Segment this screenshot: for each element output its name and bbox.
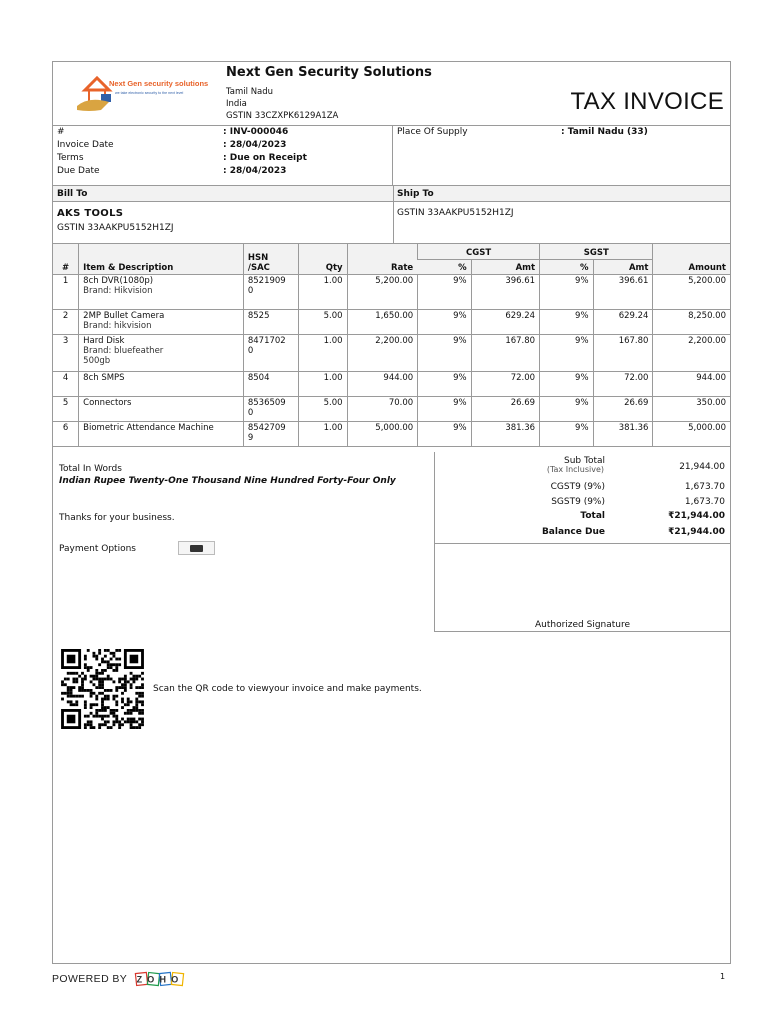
row-item-name: Hard Disk (83, 335, 125, 346)
signature-box (434, 544, 730, 632)
row-item-desc: Brand: hikvision (83, 320, 152, 331)
row-hsn-line-2: 9 (247, 432, 254, 443)
balance-due-value: ₹21,944.00 (668, 527, 725, 537)
place-of-supply-value: : Tamil Nadu (33) (561, 127, 648, 137)
row-hsn (243, 334, 299, 371)
logo-text: Next Gen security solutions (109, 79, 209, 88)
cgst-row (435, 482, 731, 495)
row-hsn-line-1: 8542709 (247, 422, 286, 433)
col-cgst-pct-header: % (418, 259, 471, 274)
row-cgst-pct: 9% (418, 309, 471, 334)
row-no: 6 (53, 421, 79, 446)
zoho-logo-text: ZOHO (136, 974, 184, 985)
col-sgst-pct-header: % (540, 259, 593, 274)
invoice-meta (53, 126, 730, 186)
row-item: Biometric Attendance Machine (79, 421, 244, 446)
row-sgst-pct: 9% (540, 396, 593, 421)
row-item-desc: Brand: bluefeather (83, 345, 164, 356)
row-amount: 5,200.00 (653, 274, 730, 309)
meta-number-label: # (57, 127, 65, 137)
col-cgst-header: CGST (418, 244, 540, 259)
sgst-row (435, 497, 731, 510)
row-no: 3 (53, 334, 79, 371)
row-cgst-amt: 629.24 (471, 309, 539, 334)
row-item-desc: Brand: Hikvision (83, 285, 153, 296)
table-header-row-1 (53, 244, 730, 259)
table-row (53, 396, 730, 421)
row-cgst-amt: 396.61 (471, 274, 539, 309)
meta-invoice-date-value: : 28/04/2023 (223, 140, 287, 150)
row-qty: 1.00 (299, 371, 347, 396)
row-sgst-pct: 9% (540, 421, 593, 446)
meta-left (53, 126, 393, 186)
row-item: 8ch SMPS (79, 371, 244, 396)
ship-to-label: Ship To (397, 189, 434, 199)
bill-to-name: AKS TOOLS (57, 208, 124, 219)
summary-section (53, 452, 730, 632)
row-amount: 8,250.00 (653, 309, 730, 334)
row-amount: 5,000.00 (653, 421, 730, 446)
row-sgst-amt: 396.61 (593, 274, 653, 309)
row-cgst-pct: 9% (418, 334, 471, 371)
balance-due-row (435, 527, 731, 540)
company-gstin: GSTIN 33CZXPK6129A1ZA (226, 111, 339, 121)
total-in-words-value: Indian Rupee Twenty-One Thousand Nine Hundred Forty-Four Only (59, 476, 396, 486)
row-qty: 5.00 (299, 396, 347, 421)
table-row (53, 421, 730, 446)
row-item (79, 274, 244, 309)
row-item-name: 2MP Bullet Camera (83, 310, 165, 321)
subtotal-value: 21,944.00 (679, 462, 725, 472)
col-amount-header: Amount (653, 244, 730, 274)
meta-due-date-value: : 28/04/2023 (223, 166, 287, 176)
cgst-value: 1,673.70 (684, 482, 725, 492)
card-chip-icon (190, 545, 203, 552)
row-sgst-amt: 381.36 (593, 421, 653, 446)
row-cgst-pct: 9% (418, 371, 471, 396)
company-state: Tamil Nadu (226, 87, 274, 97)
row-hsn-line-2: 0 (247, 407, 254, 418)
row-sgst-amt: 72.00 (593, 371, 653, 396)
payment-qr-code[interactable] (61, 649, 144, 729)
page-number: 1 (720, 972, 726, 981)
table-row (53, 334, 730, 371)
table-row (53, 274, 730, 309)
col-sgst-amt-header: Amt (593, 259, 653, 274)
cgst-label: CGST9 (9%) (550, 482, 605, 492)
row-sgst-amt: 167.80 (593, 334, 653, 371)
row-cgst-pct: 9% (418, 421, 471, 446)
row-item (79, 334, 244, 371)
invoice-frame (52, 61, 731, 964)
meta-due-date-row (57, 166, 387, 179)
row-item-desc-2: 500gb (83, 355, 111, 366)
row-qty: 5.00 (299, 309, 347, 334)
row-hsn-line-2: 0 (247, 345, 254, 356)
row-hsn-line-1: 8521909 (247, 275, 286, 286)
logo-tagline: we take electronic security to the next level (115, 91, 184, 95)
row-rate: 70.00 (347, 396, 418, 421)
col-item-header: Item & Description (79, 244, 244, 274)
meta-terms-value: : Due on Receipt (223, 153, 307, 163)
total-in-words-label: Total In Words (59, 464, 122, 474)
zoho-logo (136, 972, 184, 986)
row-rate: 5,000.00 (347, 421, 418, 446)
row-qty: 1.00 (299, 334, 347, 371)
meta-invoice-date-row (57, 140, 387, 153)
powered-by-label: POWERED BY (52, 973, 128, 985)
row-cgst-amt: 167.80 (471, 334, 539, 371)
bill-to-label: Bill To (57, 189, 88, 199)
row-hsn (243, 396, 299, 421)
row-cgst-amt: 72.00 (471, 371, 539, 396)
row-hsn: 8525 (243, 309, 299, 334)
invoice-header (53, 62, 730, 126)
row-item: Connectors (79, 396, 244, 421)
row-cgst-pct: 9% (418, 274, 471, 309)
row-rate: 2,200.00 (347, 334, 418, 371)
total-label: Total (580, 511, 605, 521)
meta-number-row (57, 127, 387, 140)
col-qty-header: Qty (299, 244, 347, 274)
row-hsn: 8504 (243, 371, 299, 396)
row-item (79, 309, 244, 334)
row-hsn-line-1: 8471702 (247, 335, 286, 346)
company-name: Next Gen Security Solutions (226, 65, 432, 80)
balance-due-label: Balance Due (541, 527, 605, 537)
row-amount: 944.00 (653, 371, 730, 396)
row-cgst-amt: 381.36 (471, 421, 539, 446)
col-hsn-header-line-2: /SAC (247, 262, 270, 273)
table-row (53, 371, 730, 396)
qr-instruction: Scan the QR code to viewyour invoice and make payments. (153, 684, 422, 694)
col-sgst-header: SGST (540, 244, 653, 259)
total-row (435, 511, 731, 524)
col-cgst-amt-header: Amt (471, 259, 539, 274)
items-table (53, 244, 730, 447)
row-hsn-line-1: 8536509 (247, 397, 286, 408)
row-sgst-amt: 629.24 (593, 309, 653, 334)
row-rate: 944.00 (347, 371, 418, 396)
bill-ship-divider (393, 186, 394, 244)
row-hsn (243, 421, 299, 446)
row-no: 1 (53, 274, 79, 309)
bill-to-gstin: GSTIN 33AAKPU5152H1ZJ (57, 223, 174, 233)
ship-to-gstin: GSTIN 33AAKPU5152H1ZJ (397, 208, 514, 218)
meta-number-value: : INV-000046 (223, 127, 289, 137)
col-rate-header: Rate (347, 244, 418, 274)
row-no: 5 (53, 396, 79, 421)
row-sgst-pct: 9% (540, 274, 593, 309)
payment-options-label: Payment Options (59, 544, 136, 554)
col-hsn-header (243, 244, 299, 274)
row-sgst-pct: 9% (540, 309, 593, 334)
company-country: India (226, 99, 247, 109)
bill-ship-header (53, 186, 730, 202)
row-rate: 1,650.00 (347, 309, 418, 334)
row-amount: 350.00 (653, 396, 730, 421)
row-sgst-pct: 9% (540, 334, 593, 371)
meta-due-date-label: Due Date (57, 166, 100, 176)
row-rate: 5,200.00 (347, 274, 418, 309)
meta-invoice-date-label: Invoice Date (57, 140, 114, 150)
col-hsn-header-line-1: HSN (247, 252, 269, 263)
thanks-note: Thanks for your business. (59, 513, 175, 523)
row-cgst-pct: 9% (418, 396, 471, 421)
place-of-supply-label: Place Of Supply (397, 127, 468, 137)
row-amount: 2,200.00 (653, 334, 730, 371)
meta-terms-label: Terms (57, 153, 84, 163)
row-qty: 1.00 (299, 274, 347, 309)
meta-terms-row (57, 153, 387, 166)
row-qty: 1.00 (299, 421, 347, 446)
row-no: 2 (53, 309, 79, 334)
total-value: ₹21,944.00 (668, 511, 725, 521)
totals-box (434, 452, 730, 544)
subtotal-note: (Tax Inclusive) (546, 465, 604, 474)
table-row (53, 309, 730, 334)
bill-ship-section (53, 186, 730, 244)
invoice-title: TAX INVOICE (570, 88, 724, 115)
sgst-value: 1,673.70 (684, 497, 725, 507)
row-hsn (243, 274, 299, 309)
row-sgst-amt: 26.69 (593, 396, 653, 421)
card-payment-icon[interactable] (178, 541, 215, 555)
subtotal-label: Sub Total (563, 456, 605, 466)
col-no-header: # (53, 244, 79, 274)
row-sgst-pct: 9% (540, 371, 593, 396)
sgst-label: SGST9 (9%) (551, 497, 605, 507)
row-cgst-amt: 26.69 (471, 396, 539, 421)
authorized-signature-label: Authorized Signature (534, 620, 631, 630)
row-no: 4 (53, 371, 79, 396)
row-hsn-line-2: 0 (247, 285, 254, 296)
row-item-name: 8ch DVR(1080p) (83, 275, 154, 286)
company-logo (75, 72, 209, 112)
